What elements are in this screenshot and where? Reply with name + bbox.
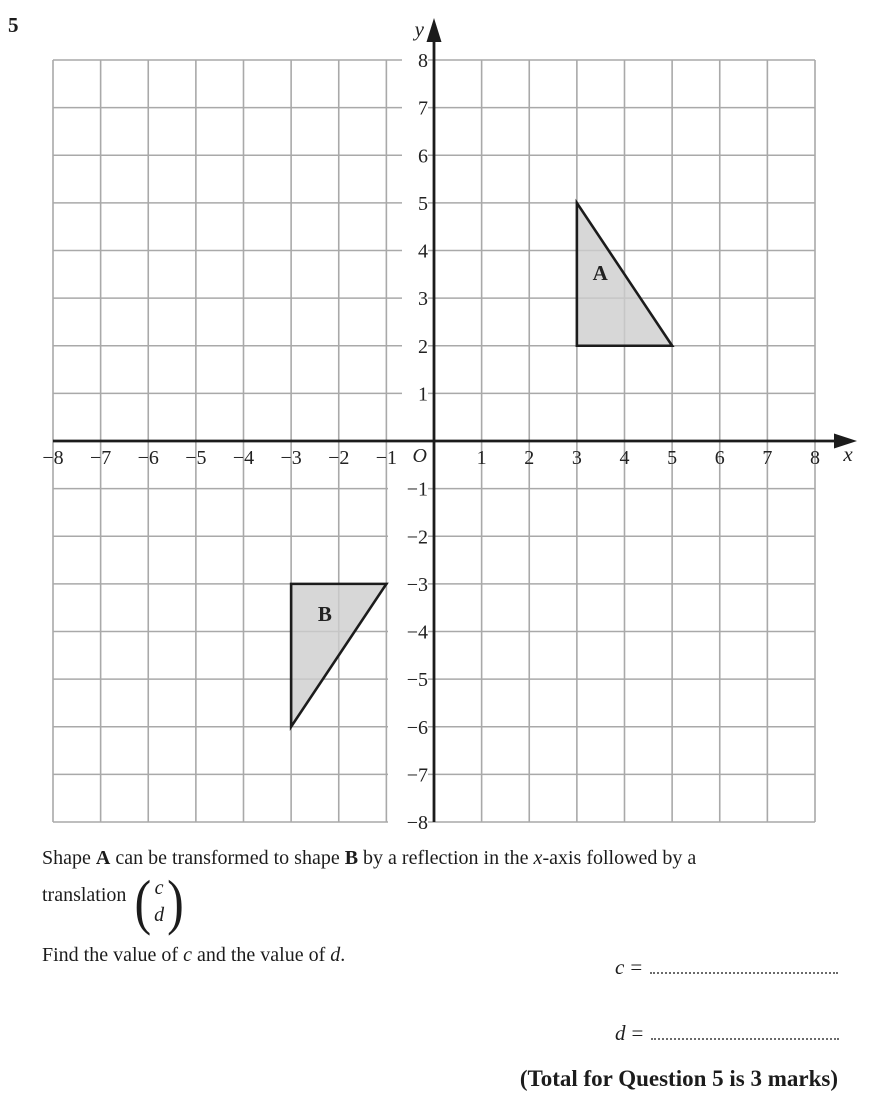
right-paren: )	[167, 867, 184, 937]
answer-c-label: c	[615, 955, 625, 979]
svg-text:2: 2	[524, 447, 535, 469]
svg-text:−7: −7	[89, 447, 112, 469]
origin-label: O	[412, 445, 427, 467]
svg-text:8: 8	[810, 447, 820, 469]
shape-a-ref: A	[95, 847, 111, 869]
vector-entry-d: d	[154, 904, 165, 926]
axes	[53, 18, 857, 822]
svg-text:−2: −2	[328, 447, 350, 469]
svg-text:5: 5	[667, 447, 678, 469]
shape-label-A: A	[592, 261, 608, 286]
svg-text:2: 2	[418, 335, 428, 358]
answer-d-blank[interactable]	[651, 1038, 839, 1040]
left-paren: (	[134, 867, 152, 937]
answer-c-blank[interactable]	[650, 972, 838, 974]
translation-word: translation	[42, 883, 127, 906]
svg-text:−5: −5	[406, 669, 428, 692]
svg-text:8: 8	[418, 50, 428, 72]
svg-text:6: 6	[714, 447, 725, 469]
svg-text:3: 3	[418, 288, 428, 311]
answer-d-label: d	[615, 1021, 626, 1045]
svg-text:−4: −4	[406, 621, 428, 644]
svg-text:−7: −7	[406, 764, 428, 787]
svg-text:1: 1	[476, 447, 487, 469]
svg-text:−3: −3	[280, 447, 302, 469]
svg-text:−6: −6	[137, 447, 159, 469]
vector-entry-c: c	[154, 877, 164, 899]
statement-text: Shape	[42, 847, 96, 869]
column-vector	[134, 867, 184, 937]
svg-text:3: 3	[571, 447, 582, 469]
svg-text:−3: −3	[406, 573, 428, 596]
question-statement: Shape A can be transformed to shape B by a reflection in the x-axis followed by a	[42, 847, 697, 869]
svg-text:4: 4	[619, 447, 630, 469]
svg-text:−8: −8	[406, 812, 428, 834]
total-marks: (Total for Question 5 is 3 marks)	[519, 1066, 838, 1091]
answer-d-equals: =	[631, 1021, 644, 1045]
find-instruction: Find the value of c and the value of d.	[42, 944, 346, 966]
svg-text:−8: −8	[42, 447, 64, 469]
svg-text:7: 7	[418, 97, 428, 120]
y-axis-letter: y	[414, 17, 424, 41]
svg-text:1: 1	[418, 383, 428, 406]
y-axis-arrow	[427, 18, 442, 42]
x-axis-letter: x	[843, 442, 853, 466]
svg-text:−1: −1	[375, 447, 398, 469]
x-axis-ref: x	[533, 847, 543, 869]
answer-row-c	[615, 955, 838, 980]
svg-text:5: 5	[418, 192, 428, 215]
svg-text:−4: −4	[232, 447, 255, 469]
translation-vector-line	[42, 866, 184, 938]
svg-text:−1: −1	[406, 478, 428, 501]
svg-text:4: 4	[418, 240, 428, 263]
svg-text:−5: −5	[185, 447, 207, 469]
answer-c-equals: =	[630, 955, 643, 979]
svg-text:7: 7	[762, 447, 773, 469]
answer-row-d	[615, 1021, 839, 1046]
shape-label-B: B	[317, 602, 332, 627]
question-number: 5	[8, 13, 19, 37]
shape-b-ref: B	[344, 847, 359, 869]
svg-text:−6: −6	[406, 716, 428, 739]
svg-text:−2: −2	[406, 526, 428, 549]
svg-text:6: 6	[418, 145, 428, 168]
